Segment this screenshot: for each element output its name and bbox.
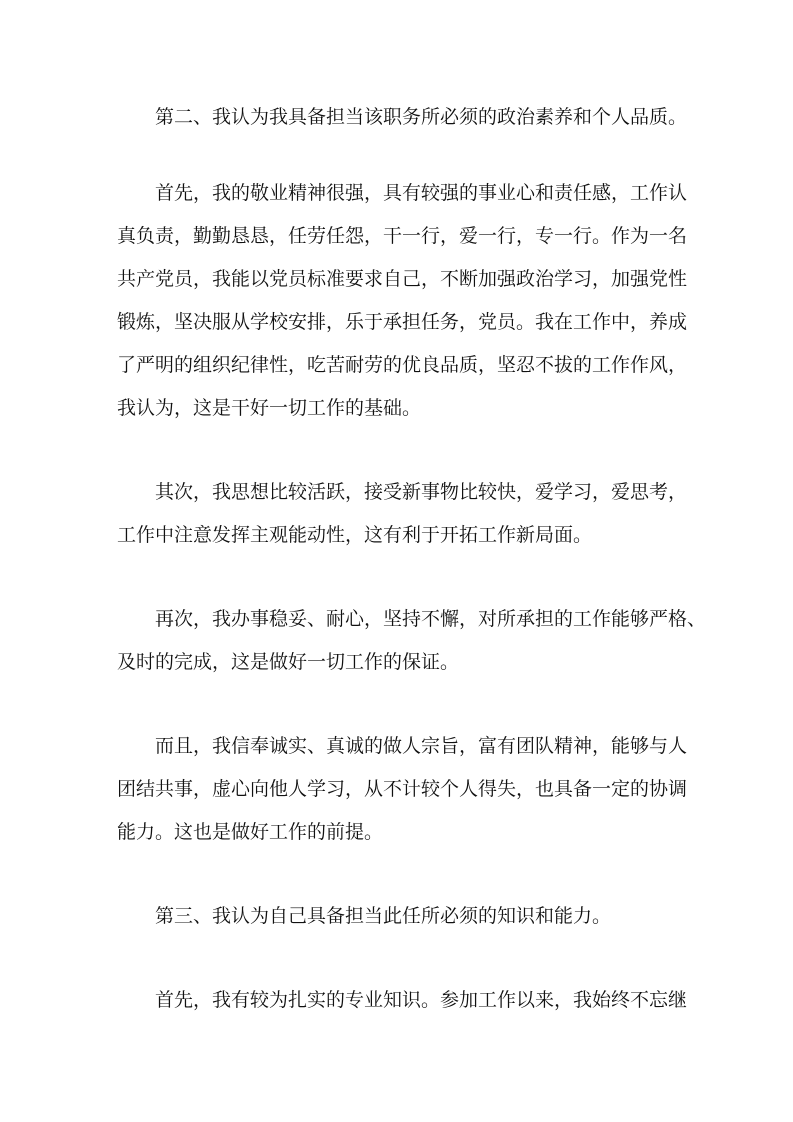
text-line: 其次，我思想比较活跃，接受新事物比较快，爱学习，爱思考， <box>155 481 688 503</box>
text-line: 第二、我认为我具备担当该职务所必须的政治素养和个人品质。 <box>155 106 688 128</box>
text-line: 而且，我信奉诚实、真诚的做人宗旨，富有团队精神，能够与人 <box>155 735 688 757</box>
text-line: 真负责，勤勤恳恳，任劳任怨，干一行，爱一行，专一行。作为一名 <box>117 225 688 247</box>
text-line: 共产党员，我能以党员标准要求自己，不断加强政治学习，加强党性 <box>117 268 688 290</box>
text-line: 首先，我的敬业精神很强，具有较强的事业心和责任感，工作认 <box>155 182 688 204</box>
text-line: 及时的完成，这是做好一切工作的保证。 <box>117 651 460 673</box>
text-line: 了严明的组织纪律性，吃苦耐劳的优良品质，坚忍不拔的工作作风， <box>117 354 688 376</box>
text-line: 团结共事，虚心向他人学习，从不计较个人得失，也具备一定的协调 <box>117 778 688 800</box>
text-line: 第三、我认为自己具备担当此任所必须的知识和能力。 <box>155 905 612 927</box>
text-line: 我认为，这是干好一切工作的基础。 <box>117 397 422 419</box>
text-line: 首先，我有较为扎实的专业知识。参加工作以来，我始终不忘继 <box>155 989 688 1011</box>
text-line: 再次，我办事稳妥、耐心，坚持不懈，对所承担的工作能够严格、 <box>155 608 707 630</box>
text-line: 能力。这也是做好工作的前提。 <box>117 821 384 843</box>
text-line: 锻炼，坚决服从学校安排，乐于承担任务，党员。我在工作中，养成 <box>117 311 688 333</box>
text-line: 工作中注意发挥主观能动性，这有利于开拓工作新局面。 <box>117 524 593 546</box>
